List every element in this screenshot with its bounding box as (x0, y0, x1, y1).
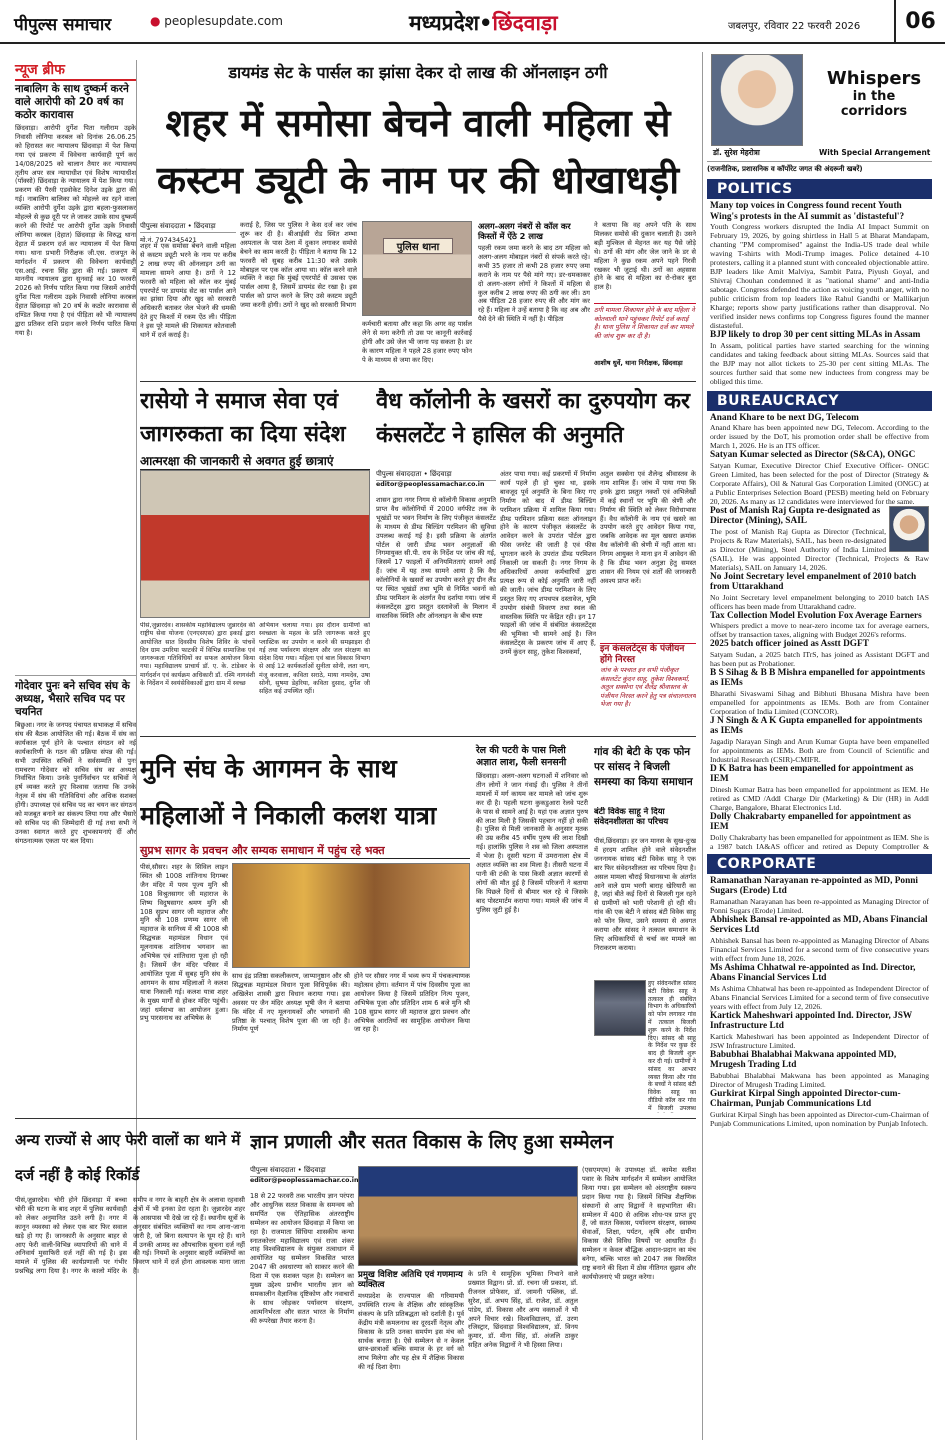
whispers-column (702, 52, 932, 1440)
khasra-email[interactable]: editor@peoplessamachar.co.in (376, 481, 485, 488)
khasra-box-head: इन कंसलटेंट्स के पंजीयन होंगे निरस्त (600, 644, 685, 665)
rail-body: छिंदवाड़ा। अलग-अलग घटनाओं में शनिवार को तीन लोगों ने जान गंवाई दी। पुलिस ने तीनों मामलों में मर्ग कायम कर मामले को जांच शुरू कर दी है। पहली घटना कुकडुआरा रेलवे पटरी के पास से सामने आई है। यहां एक अज्ञात पुरुष की लाश मिली है जिसकी पहचान नहीं हो सकी है। पुलिस से मिली जानकारी के अनुसार मृतक की उम्र करीब 45 वर्षीय पुरुष की लाश दिखी गई। हालांकि पुलिस ने शव को जिला अस्पताल में भेजा है। दूसरी घटना में उमरानाला क्षेत्र में अज्ञात व्यक्ति का शव मिला है। तीसरी घटना में पानी की टंकी के पास किसी अज्ञात कारणों से लोगों की मौत हुई है जिसमें परिजनों ने बताया कि पिछले दिनों से बीमार चल रहे थे जिसके बाद पोस्टमार्टम कराया गया। मामले की जांच में पुलिस जुटी हुई है। (476, 772, 588, 914)
bureaucracy-item (710, 764, 929, 812)
khasra-byline: पीपुल्स संवाददाता • छिंदवाड़ा (376, 470, 496, 481)
bureaucracy-item-body: Jagadip Narayan Singh and Arun Kumar Gupta have been empanelled for appointments as IEMs. Both are from Council of Scientific and Industrial Research (CSIR)-CMIFR. (710, 736, 929, 764)
corporate-item-body: Gurkirat Kirpal Singh has been appointed as Director-cum-Chairman of Punjab Communications Limited, upon nomination by Punjab Infotech. (710, 1109, 929, 1128)
bureaucracy-item-headline[interactable]: Anand Khare to be next DG, Telecom (710, 412, 859, 423)
section-title: मध्यप्रदेश•छिंदवाड़ा (409, 11, 558, 35)
brief-tag: न्यूज ब्रीफ (15, 60, 136, 81)
bureaucracy-item-headline[interactable]: Post of Manish Raj Gupta re-designated as Director (Mining), SAIL (710, 505, 881, 526)
lead-col-5: ने बताया कि वह अपने पति के साथ मिलकर समोसे की दुकान चलाती है। उसने बड़ी मुश्किल से मेहनत कर यह पैसे जोड़े थे। ठगों की मांग और जेल जाने के डर से महिला ने कुछ रकम अपने पहने गिरवी रखकर भी जुटाई थी। ठगों का अहसास होने के बाद से महिला का रो-रोकर बुरा हाल है। (594, 221, 696, 292)
khasra-place: छिंदवाड़ा (430, 470, 452, 478)
khasra-box (600, 643, 696, 732)
bureaucracy-item (710, 812, 929, 851)
brief-headline-2[interactable]: गोदेवार पुनः बने सचिव संघ के अध्यक्ष, भैसारे सचिव पद पर चयनित (15, 675, 136, 719)
sammelan-email[interactable]: editor@peoplessamachar.co.in (250, 1177, 359, 1184)
sansad-headline[interactable]: गांव की बेटी के एक फोन पर सांसद ने बिजली समस्या का किया समाधान (594, 746, 693, 788)
corporate-item-body: Ramanathan Narayanan has been re-appointed as Managing Director of Ponni Sugars (Erode) Limited. (710, 896, 929, 915)
bureaucracy-item-body: Dolly Chakrabarty has been empanelled for appointment as IEM. She is a 1987 batch IA&AS officer and retired as Deputy Comptroller & (710, 832, 929, 851)
muni-subhead: सुप्रभ सागर के प्रवचन और सम्यक समाधान में पहुंच रहे भक्त (140, 843, 470, 859)
website-text: peoplesupdate.com (164, 14, 283, 28)
lead-headline[interactable]: शहर में समोसा बेचने वाली महिला से कस्टम ड्यूटी के नाम पर की धोखाधड़ी (156, 101, 680, 202)
brief-headline-1[interactable]: नाबालिग के साथ दुष्कर्म करने वाले आरोपी को 20 वर्ष का कठोर कारावास (15, 83, 129, 121)
divider (140, 736, 696, 737)
bureaucracy-item-body: Anand Khare has been appointed new DG, Telecom. According to the order issued by the DoT, his promotion order shall be effective from March 1, 2026. He is an ITS officer. (710, 423, 929, 450)
bureaucracy-item (710, 611, 929, 640)
kalash-yatra-photo (232, 863, 470, 968)
lead-col-2: कराई है, जिस पर पुलिस ने केस दर्ज कर जांच शुरू कर दी है। बीआईसी रोड स्थित शम्भा अस्पताल के पास ठेला में दुकान लगाकर समोसे बेचने का काम करती है। पीड़िता ने बताया कि 12 फरवरी को सुबह करीब 11:30 बजे उसके मोबाइल पर एक कॉल आया था। कॉल करने वाले व्यक्ति ने कहा कि मुंबई एयरपोर्ट से उसका एक पार्सल आया है, जिसमें डायमंड सेट रखा है। इस पार्सल को प्राप्त करने के लिए उसे कस्टम ड्यूटी जमा करनी होगी। ठगों ने खुद को सरकारी विभाग (240, 221, 357, 310)
politics-item-headline[interactable]: BJP likely to drop 30 per cent sitting MLAs in Assam (710, 330, 921, 340)
muni-caption: साथ इंद्र प्रतिष्ठा सकलीकरण, जाप्यानुष्ठान और श्री सिद्धचक्र महामंडल विधान पूजा विधिपूर्वक की। अखिलेश शास्त्री द्वारा विधान कराया गया। इस अवसर पर जैन मंदिर अध्यक्ष भूषी जैन ने बताया कि मंदिर में नए मूलनायकों और भगवानों की प्रतिष्ठा के पश्चात् विशेष पूजा की जा रही है। निर्माण पूर्ण (232, 972, 350, 1034)
bureaucracy-item-headline[interactable]: Tax Collection Model Evolution Fox Average Earners (710, 610, 922, 621)
sammelan-stage-photo (358, 1166, 578, 1266)
city-name: छिंदवाड़ा (492, 11, 558, 35)
website-link[interactable] (150, 14, 283, 28)
sammelan-headline[interactable]: ज्ञान प्रणाली और सतत विकास के लिए हुआ सम्मेलन (250, 1131, 614, 1153)
muni-col-3: होने पर सौसर नगर में भव्य रूप में पंचकल्याणक महोत्सव होगा। वर्तमान में पांच दिवसीय पूजा का आयोजन किया है जिसमें प्रतिदिन नित्य पूजन, अभिषेक पूजा और प्रतिदिन शाम 6 बजे मुनि श्री 108 सुप्रभ सागर जी महाराज द्वारा प्रवचन और अभिषेक आरतियों का सामूहिक आयोजन किया जा रहा है। (354, 972, 470, 1034)
politics-item (710, 201, 929, 330)
corporate-item (710, 1050, 929, 1089)
sammelan-reporter: पीपुल्स संवाददाता (250, 1166, 296, 1174)
sansad-col-1: पीसं,छिंदवाड़ा। हर जन मानस के सुख-दुःख में हरदम शामिल होने वाले संवेदनशील जननायक सांसद बंटी विवेक साहू ने एक बार फिर संवेदनशीलता का परिचय दिया है। असल मामला चौराई विधानसभा के अंतर्गत आने वाले ग्राम भरगी बाराह खेरियारी का है, जहां बीते कई दिनों से बिजली गुल रहने से ग्रामीणों को भारी परेशानी हो रही थी। गांव की एक बेटी ने सांसद बंटी विवेक साहू को फोन किया, उसने समस्या से अवगत कराया और सांसद ने तत्काल समाधान के लिए अधिकारियों से चर्चा कर मामले का निराकरण कराया। (594, 837, 696, 952)
lead-col-1: शहर में एक समोसा बेचने वाली महिला से कस्टम ड्यूटी भरने के नाम पर करीब 2 लाख रुपए की ऑनलाइन ठगी का मामला सामने आया है। ठगों ने 12 फरवरी को महिला को कॉल कर मुंबई एयरपोर्ट पर डायमंड सेट का पार्सल आने का झांसा दिया और खुद को सरकारी अधिकारी बताकर जेल भेजने की धमकी देते हुए किश्तों में रकम ऐंठ ली। पीड़िता ने इस पूरे मामले की शिकायत कोतवाली थाने में दर्ज कराई है। (140, 242, 236, 340)
corporate-item-body: Ms Ashima Chhatwal has been re-appointed as Independent Director of Abans Financial Services Limited for a second term of five consecutive years with effect from July 12, 2026. (710, 983, 929, 1011)
khasra-reporter: पीपुल्स संवाददाता (376, 470, 422, 478)
divider (15, 1118, 696, 1119)
corporate-item (710, 915, 929, 963)
corporate-item-headline[interactable]: Babubhai Bhalabhai Makwana appointed MD, Mrugesh Trading Ltd (710, 1049, 897, 1070)
bureaucracy-item-body: The post of Manish Raj Gupta as Director (Technical, Projects & Raw Materials), SAIL, has been re-designated as Director (Mining), Steel Authority of India Limited (SAIL). He was appointed Director (Technical, Projects & Raw Materials), SAIL on January 14, 2026. (710, 526, 929, 572)
lead-col-3: कर्मचारी बताया और कहा कि अगर वह पार्सल लेने से मना करेगी तो उस पर कानूनी कार्रवाई होगी और उसे जेल भी जाना पड़ सकता है। डर के कारण महिला ने पहले 28 हजार रुपए फोन पे के माध्यम से जमा कर दिए। (362, 320, 472, 364)
corporate-item (710, 963, 929, 1011)
politics-items (707, 199, 932, 388)
sammelan-byline: पीपुल्स संवाददाता • छिंदवाड़ा (250, 1166, 354, 1177)
khasra-col-3: अतुल सक्सेना एवं शैलेन्द्र श्रीवास्तव के नाम शामिल हैं। जांच में पाया गया कि इनके द्वारा प्रस्तुत नक्शों एवं अभिलेखों में कई स्थानों पर भूमि की श्रेणी और निर्माण की स्थिति को लेकर विरोधाभास हैं। वैध कॉलोनी के नाम एवं खसरे का उपयोग करते हुए आवेदन किया गया, जबकि आवेदक का मूल खसरा क्रमांक वैध कॉलोनी की श्रेणी में नहीं आता था। निगम आयुक्त ने माना इन में आवेदन की है कि डीम्ड भवन अनुज्ञा हेतु समस्त शासन की नियम एवं शर्तों की जानकारी अवश्य प्राप्त करें। (600, 470, 696, 585)
sansad-subhead: बंटी विवेक साहू ने दिया संवेदनशीलता का परिचय (594, 807, 669, 826)
corporate-item-headline[interactable]: Gurkirat Kirpal Singh appointed Director-cum-Chairman, Punjab Communications Ltd (710, 1088, 901, 1109)
bureaucracy-item (710, 639, 929, 668)
bureaucracy-item (710, 413, 929, 451)
manish-raj-gupta-photo (889, 506, 929, 552)
bureaucracy-item-headline[interactable]: D K Batra has been empanelled for appointment as IEM (710, 763, 914, 784)
corporate-item-body: Abhishek Bansal has been re-appointed as Managing Director of Abans Financial Services Limited for a second term of five consecutive years with effect from June 18, 2026. (710, 935, 929, 963)
page-number: 06 (894, 0, 945, 44)
bureaucracy-item-body: Satyam Sudan, a 2025 batch ITrS, has joined as Assistant DGFT and has been put as Probationer. (710, 649, 929, 668)
corporate-item-headline[interactable]: Ramanathan Narayanan re-appointed as MD, Ponni Sugars (Erode) Ltd (710, 875, 918, 896)
lead-byline: पीपुल्स संवाददाता • छिंदवाड़ा (140, 222, 236, 233)
khasra-headline[interactable]: वैध कॉलोनी के खसरों का दुरुपयोग कर कंसलटेंट ने हासिल की अनुमति (376, 389, 690, 448)
bureaucracy-item (710, 572, 929, 611)
sammelan-place: छिंदवाड़ा (304, 1166, 326, 1174)
lead-reporter: पीपुल्स संवाददाता (140, 222, 186, 230)
sammelan-col-2-subhead: प्रमुख विशिष्ट अतिथि एवं गणमान्य व्यक्तित्व (358, 1270, 463, 1290)
bureaucracy-item-headline[interactable]: B S Sihag & B B Mishra empanelled for appointments as IEMs (710, 667, 925, 688)
bureaucracy-items (707, 411, 932, 851)
politics-item-body: Youth Congress workers disrupted the India AI Impact Summit on February 19, 2026, by going shirtless in Hall 5 at Bharat Mandapam, chanting "PM compromised" against the India-US trade deal while waving T-shirts with Modi-Trump images. Police detained 4-10 protesters, calling it a planned stunt with concealed objectionable attire. BJP leaders like Amit Malviya, Sambit Patra, Piyush Goyal, and Shivraj Chouhan condemned it as "national shame" and anti-India sabotage. Congress defended the action as voicing youth anger, with no public criticism from top leaders like Rahul Gandhi or Mallikarjun Kharge; reports show party justifications rather than disapproval. No verified insider news confirms top Congress figures found the manner distasteful. (710, 222, 929, 330)
globe-icon: ● (150, 14, 165, 28)
politics-section-label: POLITICS (707, 179, 932, 199)
bureaucracy-item-body: Dinesh Kumar Batra has been empanelled for appointment as IEM. He retired as CMD /Addl Charge Dir (Marketing) & Dir (HR) in Addl Charge, Bangalore, Bharat Electronics Ltd. (710, 784, 929, 812)
sammelan-col-3: के प्रति ये सामूहिक भूमिका निभाने वाले प्रख्यात विद्वान। प्रो. डॉ. रचना जी प्रकाश, डॉ. रीजनल प्रोफेसर, डॉ. जामनी पब्लिक, डॉ. सुरेश, डॉ. अभय सिंह, डॉ. राजेश, डॉ. अतुल पांडेय, डॉ. विकास और अन्य वक्ताओं ने भी अपने विचार रखे। विश्वविद्यालय, डॉ. उरण रजिस्ट्रार, छिंदवाड़ा विश्वविद्यालय, डॉ. विनय कुमार, डॉ. मीना सिंह, डॉ. अंजलि ठाकुर सहित अनेक विद्वानों ने भी हिस्सा लिया। (468, 1270, 578, 1350)
sammelan-col-1: 18 से 22 फरवरी तक भारतीय ज्ञान परंपरा और आधुनिक सतत विकास के समन्वय को समर्पित एक ऐतिहासिक अंतरराष्ट्रीय सम्मेलन का आयोजन छिंदवाड़ा में किया जा रहा है। राजमाता सिंधिया शासकीय कन्या स्नातकोत्तर महाविद्यालय एवं राजा शंकर शाह विश्वविद्यालय के संयुक्त तत्वाधान में आयोजित यह सम्मेलन विकसित भारत 2047 की अवधारणा को साकार करने की दिशा में एक सशक्त पहल है। सम्मेलन का मुख्य उद्देश्य प्राचीन भारतीय ज्ञान को समकालीन वैज्ञानिक दृष्टिकोण और नवाचारों के साथ जोड़कर पर्यावरण संरक्षण, आत्मनिर्भरता और सतत भारत के निर्माण की रूपरेखा तैयार करना है। (250, 1192, 354, 1325)
sammelan-col-4: (एसएमएम) के उपाध्यक्ष डॉ. कामेश सतीश पवार के विशेष मार्गदर्शन में सम्मेलन आयोजित किया गया। इस सम्मेलन को अंतराष्ट्रीय स्वरूप प्रदान किया गया है। जिसमें विभिन्न शैक्षणिक संस्थानों से आए विद्वानों ने सहभागिता की। सम्मेलन में 400 से अधिक शोध-पत्र प्राप्त हुए हैं, जो सतत विकास, पर्यावरण संरक्षण, स्वास्थ्य सेवाओं, शिक्षा, पर्यटन, कृषि और ग्रामीण विकास जैसे विविध विषयों पर आधारित हैं। सम्मेलन न केवल बौद्धिक आदान-प्रदान का मंच बनेगा, बल्कि भारत को 2047 तक विकसित राष्ट्र बनाने की दिशा में ठोस नीतिगत सुझाव और कार्ययोजनाएं भी प्रस्तुत करेगा। (582, 1166, 696, 1281)
corporate-section-label: CORPORATE (707, 854, 932, 874)
whispers-tagline: (राजनीतिक, प्रशासनिक व कॉर्पोरेट जगत की अंदरूनी खबरें) (707, 165, 863, 173)
muni-col-1: पीसं,सौसर। शहर के सिविल लाइन स्थित श्री 1008 शांतिनाथ दिगम्बर जैन मंदिर में परम पूज्य मुनि श्री 108 विश्रुतसागर जी महाराज के शिष्य विदुषसागर श्रमण मुनि श्री 108 सुप्रभ सागर जी महाराज और मुनि श्री 108 प्रणम्य सागर जी महाराज के सानिध्य में श्री 1008 श्री सिद्धचक्र महामंडल विधान एवं मूलनायक शांतिनाथ भगवान का अभिषेक एवं शांतिधारा पूजा हो रही है। जिसमें जैन मंदिर परिसर में आयोजित पूजा में सुबह मुनि संघ के आगमन के साथ महिलाओं ने कलश यात्रा निकाली गई। कलश यात्रा शहर के मुख्य मार्गों से होकर मंदिर पहुंची। जहां धर्मसभा का आयोजन हुआ। प्रभु पारसनाथ का अभिषेक के (140, 863, 228, 1023)
nss-group-photo (140, 470, 370, 618)
bureaucracy-item-body: No Joint Secretary level empanelment belonging to 2010 batch IAS officers has been made from Uttarakhand cadre. (710, 592, 929, 611)
corporate-item-body: Babubhai Bhalabhai Makwana has been appointed as Managing Director of Mrugesh Trading Limited. (710, 1070, 929, 1089)
dateline: जबलपुर, रविवार 22 फरवरी 2026 (728, 21, 861, 32)
corporate-items (707, 874, 932, 1174)
pheri-body: पीसं,जुन्नारदेव। चोरी होने छिंदवाड़ा में बच्चा चोरी की घटना के बाद शहर में पुलिस कार्यवाही को लेकर अनुमानित उठने लगी है। नगर में कानून व्यवस्था को लेकर एक बार फिर सवाल खड़े हो गए हैं। जानकारी के अनुसार बाहर से आए फेरी वाली-विभिन्न व्यापारियों की थाने में अनिवार्य मुसाफिरी दर्ज नहीं की गई है। इस मामले में पुलिस की कार्यप्रणाली पर गंभीर प्रश्नचिह्न लगा दिया है। नगर के कालो मंदिर के समीप व नगर के बाहरी क्षेत्र के अलावा रहवासी क्षेत्रों में भी इनका डेरा रहता है। जुन्नारदेव शहर के आसपास भी देखे जा रहे हैं। स्थानीय सूत्रों के अनुसार संबंधित व्यक्तियों का नाम आना-जाना जारी है, जो बिना सत्यापन के घूम रहे हैं। थाने में उनकी आमद का औपचारिक सूचना दर्ज नहीं की गई। नियमों के अनुसार बाहरी व्यक्तियों का विवरण थाने में दर्ज होना आवश्यक माना जाता है। (15, 1196, 245, 1276)
special-arrangement: With Special Arrangement (819, 148, 931, 157)
nss-subhead: आत्मरक्षा की जानकारी से अवगत हुई छात्राएं (140, 452, 370, 470)
whispers-title (819, 68, 929, 119)
lead-kicker: डायमंड सेट के पार्सल का झांसा देकर दो लाख की ऑनलाइन ठगी (228, 63, 608, 82)
bureaucracy-item-headline[interactable]: Dolly Chakrabarty empanelled for appointment as IEM (710, 811, 912, 832)
police-station-photo (362, 221, 472, 316)
pheri-headline[interactable]: अन्य राज्यों से आए फेरी वालों का थाने में दर्ज नहीं है कोई रिकॉर्ड (15, 1131, 241, 1184)
brief-body-2: बिछुआ। नगर के जनपद पंचायत सभाकक्ष में सचिव संघ की बैठक आयोजित की गई। बैठक में संघ का कार्यकाल पूर्ण होने के पश्चात संगठन को नई कार्यकारिणी के गठन की प्रक्रिया संपन्न की गई। सभी उपस्थित सचिवों ने सर्वसम्मति से पुनः रामचरण गोदेवार को सचिव संघ का अध्यक्ष निर्वाचित किया। उनके पुनर्निर्वाचन पर सचिवों ने हर्ष व्यक्त करते हुए विश्वास जताया कि उनके नेतृत्व में संघ की गतिविधियां और अधिक सशक्त होंगी। उपाध्यक्ष एवं सचिव पद का चयन कर संगठन को मजबूत बनाने का संकल्प लिया गया और भैसारे को सचिव पद की जिम्मेदारी दी गई तथा सभी ने उनका स्वागत करते हुए शुभकामनाएं दीं और संगठनात्मक एकता पर बल दिया। (15, 721, 136, 845)
bureaucracy-item-headline[interactable]: 2025 batch officer joined as Asstt DGFT (710, 639, 869, 649)
lead-quote-box (594, 303, 696, 377)
lead-quote-name: आशीष धुर्वे, थाना निरीक्षक, छिंदवाड़ा (594, 359, 683, 367)
state-name: मध्यप्रदेश (409, 11, 480, 35)
bureaucracy-item (710, 668, 929, 716)
lead-quote: ठगी मामला शिकायत होने के बाद महिला ने कोतवाली थाने पहुंचकर रिपोर्ट दर्ज कराई है। थाना पुलिस ने शिकायत दर्ज कर मामले की जांच शुरू कर दी है। (594, 306, 695, 340)
brief-body-1: छिंदवाड़ा। आरोपी दुर्गेश पिता गलीराम उइके निवासी लोनिया करबल को दिनांक 26.06.25 को हिरासत कर न्यायालय छिंदवाड़ा में पेश किया गया एवं प्रकरण में विवेचना कार्यवाही पूर्ण कर 14/08/2025 को चालान तैयार कर न्यायालय तृतीय अपर सत्र न्यायाधीश एवं विशेष न्यायाधीश (पॉक्सो) छिंदवाड़ा के न्यायालय में पेश किया गया। प्रकरण की पैरवी एडवोकेट दिनेश उइके द्वारा की गई। नाबालिग बालिका को मोहल्ले का रहने वाला व्यक्ति आरोपी दुर्गेश उइके द्वारा बहला-फुसलाकर मोहल्ले से कुछ दूरी पर ले जाकर उसके साथ दुष्कर्म करने की रिपोर्ट पर आरोपी दुर्गेश उइके निवासी लोनिया करबल (देहात) छिंदवाड़ा के विरुद्ध थाना देहात में प्रकरण दर्ज कर न्यायालय में पेश किया गया। थाना प्रभारी निरीक्षक जी.एस. राजपूत के मार्गदर्शन में प्रकरण की विवेचना कार्यवाही एस.आई. रचना सिंह द्वारा की गई। प्रकरण में माननीय न्यायालय द्वारा सुनवाई कर 10 फरवरी 2026 को निर्णय पारित किया गया जिसमें आरोपी दुर्गेश पिता गलीराम उइके निवासी लोनिया करबल देहात छिंदवाड़ा को 20 वर्ष के कठोर कारावास से दण्डित किया गया है एवं पीड़िता को भी न्यायालय द्वारा प्रतिकर राशि प्रदान करने निर्णय पारित किया गया है। (15, 124, 136, 337)
corporate-item-body: Kartick Maheshwari has been appointed as Independent Director of JSW Infrastructure Limited. (710, 1031, 929, 1050)
sansad-caption: हुए संवेदनशील सांसद बंटी विवेक साहू ने तत्काल ही संबंधित विभाग के अधिकारियों को फोन लगाकर गांव में तत्काल बिजली शुरू करने के निर्देश दिए। सांसद श्री साहू के निर्देश पर कुछ देर बाद ही बिजली शुरू कर दी गई। ग्रामीणों ने सांसद का आभार व्यक्त किया और गांव के बच्चों ने सांसद बंटी विवेक साहू का वीडियो कॉल कर गांव में बिजली उपलब्ध (648, 980, 696, 1112)
corporate-item (710, 876, 929, 915)
divider (140, 381, 696, 382)
khasra-col-2: अंतर पाया गया। कई प्रकरणों में निर्माण कार्य पहले ही हो चुका था, इसके बावजूद पूर्व अनुमति के बिना किए गए निर्माण को बाद में डीम्ड बिल्डिंग परमिशन प्रक्रिया में शामिल किया गया। डीम्ड परमिशन प्रक्रिया स्वतः ऑनलाइन होने के कारण पंजीकृत कंसलटेंट के आवेदन करने के उपरांत पोर्टल द्वारा फीस जनरेट की जाती है एवं फीस भुगतान करने के उपरांत डीम्ड परमिशन निकाली जा सकती है। नगर निगम के अधिकारियों अथवा कर्मचारियों द्वारा प्रत्यक्ष रूप से कोई अनुमति जारी नहीं की जाती। जांच डीम्ड परमिशन के लिए प्रस्तुत किए गए शपथपत्र दस्तावेज, भूमि उपयोग संबंधी विवरण तथा स्थल की वास्तविक स्थिति पर केंद्रित रही। इन 17 फाइलों की जांच में संबंधित कंसलटेंट्स की भूमिका भी सामने आई है। जिन कंसलटेंट्स के प्रकरण जांच में आए हैं, उनमें कुंदन साहू, तुकेश विश्वकर्मा, (500, 470, 596, 657)
columnist-name: डॉ. सुरेश मेहरोत्रा (713, 148, 760, 157)
khasra-byline-box (376, 470, 496, 488)
lead-place: छिंदवाड़ा (194, 222, 216, 230)
bureaucracy-item-headline[interactable]: Satyan Kumar selected as Director (S&CA), ONGC (710, 450, 916, 460)
corporate-item-headline[interactable]: Kartick Maheshwari appointed Ind. Director, JSW Infrastructure Ltd (710, 1010, 913, 1031)
sansad-phone-photo (594, 980, 646, 1036)
corporate-item (710, 1011, 929, 1050)
bureaucracy-item-headline[interactable]: J N Singh & A K Gupta empanelled for appointments as IEMs (710, 715, 923, 736)
sammelan-col-2: मध्यप्रदेश के राज्यपाल की गरिमामयी उपस्थिति राज्य के शैक्षिक और सांस्कृतिक संकल्प के प्रति प्रतिबद्धता को दर्शाती है। पूर्व केंद्रीय मंत्री कमलनाथ का दूरदर्शी नेतृत्व और विकास के प्रति उनका समर्पण इस मंच को सार्थक बनाता है। ऐसे सम्मेलन से न केवल छात्र-छात्राओं बल्कि समाज के हर वर्ग को लाभ मिलेगा और यह क्षेत्र में शैक्षिक विकास की नई दिशा देगा। (358, 1292, 464, 1372)
bureaucracy-section-label: BUREAUCRACY (707, 391, 932, 411)
whispers-title-line-2: in the corridors (840, 89, 908, 119)
bureaucracy-item-body: Bharathi Sivaswami Sihag and Bibhuti Bhusana Mishra have been empanelled for appointments as IEMs. Both are from Container Corporation of India Limited (CONCOR). (710, 688, 929, 716)
lead-byline-box (140, 222, 236, 244)
muni-headline[interactable]: मुनि संघ के आगमन के साथ महिलाओं ने निकाली कलश यात्रा (140, 754, 437, 830)
bureaucracy-item-headline[interactable]: No Joint Secretary level empanelment of 2010 batch from Uttarakhand (710, 571, 917, 592)
corporate-item-headline[interactable]: Ms Ashima Chhatwal re-appointed as Ind. Director, Abans Financial Services Ltd (710, 962, 916, 983)
bureaucracy-item (710, 716, 929, 764)
corporate-item-headline[interactable]: Abhishek Bansal re-appointed as MD, Abans Financial Services Ltd (710, 914, 928, 935)
whispers-header (707, 52, 932, 162)
bureaucracy-item-body: Whispers predict a move to near-zero income tax for average earners, offset by transaction taxes, aligning with Budget 2026's reforms. (710, 621, 929, 639)
politics-item-headline[interactable]: Many top voices in Congress found recent Youth Wing's protests in the AI summit as 'distasteful'? (710, 201, 905, 222)
corporate-item (710, 1089, 929, 1128)
politics-item (710, 330, 929, 386)
khasra-col-1: शासन द्वारा नगर निगम से कॉलोनी विकास अनुमति प्राप्त वैध कॉलोनियों में 2000 वर्गफीट तक के भूखंडों पर भवन निर्माण के लिए पंजीकृत कंसलटेंट के माध्यम से डीम्ड बिल्डिंग परमिशन की सुविधा उपलब्ध कराई गई है। इसी प्रक्रिया के अंतर्गत पोर्टल से जारी डीम्ड भवन अनुज्ञाओं की निगमायुक्त सी.पी. राय के निर्देश पर जांच की गई, जिसमें 17 फाइलों में अनियमितताएं सामने आई हैं। जांच में यह तथ्य सामने आया है कि वैध कॉलोनियों के खसरों का उपयोग करते हुए ग्रीन लैंड पर स्थित भूखंडों तथा भूमि से निर्मित भवनों को डीम्ड परमिशन के अंतर्गत वैध दर्शाया गया। जांच में कंसलटेंट्स द्वारा प्रस्तुत दस्तावेजों के मिलान में वास्तविक स्थिति और ऑनलाइन के बीच स्पष्ट (376, 496, 496, 620)
rail-headline[interactable]: रेल की पटरी के पास मिली अज्ञात लाश, फैली सनसनी (476, 745, 567, 768)
nss-caption: पीसं,जुन्नारदेव। शासकीय महाविद्यालय जुन्नारदेव की राष्ट्रीय सेवा योजना (एनएसएस) द्वारा इकाई द्वारा आयोजित सात दिवसीय विशेष शिविर के पांचवें दिन ग्राम उमरिया फाटकी में विभिन्न सामाजिक एवं जागरूकता गतिविधियों का सफल आयोजन किया गया। महाविद्यालय प्राचार्य डॉ. ए. के. टांडेकर के मार्गदर्शन एवं कार्यक्रम अधिकारी डॉ. रश्मि नागवंशी के निर्देशन में स्वयंसेविकाओं द्वारा ग्राम में स्वच्छ (140, 622, 255, 688)
nss-headline[interactable]: रासेयो ने समाज सेवा एवं जागरुकता का दिया संदेश (140, 389, 346, 447)
whispers-title-line-1: Whispers (826, 68, 922, 89)
bureaucracy-item (710, 450, 929, 506)
lead-col-4-subhead: अलग-अलग नंबरों से कॉल कर किस्तों में ऐंठे 2 लाख (478, 221, 571, 241)
sammelan-byline-box (250, 1166, 359, 1184)
politics-item-body: In Assam, political parties have started searching for the winning candidates and taking feedback about sitting MLAs. Sources said that the BJP may not allot tickets to 25-30 per cent sitting MLAs. The sources further said that some new inductees from congress may be obliged this time. (710, 340, 929, 386)
bureaucracy-item-body: Satyan Kumar, Executive Director Chief Executive Officer- ONGC Green Limited, has been selected for the post of Director (Strategy & Corporate Affairs), Oil & Natural Gas Corporation Limited (ONGC) at a Public Enterprises Selection Board (PESB) meeting held on February 20, 2026. As many as 12 candidates were interviewed for the same. (710, 460, 929, 506)
lead-phone: मो.नं. 7974345421 (140, 236, 197, 244)
police-station-sign: पुलिस थाना (383, 238, 453, 254)
khasra-box-body: जांच के पश्चात इन सभी पंजीकृत कंसलटेंट कुंदन साहू, तुकेश विश्वकर्मा, अतुल सक्सेना एवं शैलेंद्र श्रीवास्तव के पंजीयन निरस्त करने हेतु पत्र संचालनालय भेजा गया है। (600, 666, 696, 708)
brand-logo[interactable]: पीपुल्स समाचार (14, 15, 112, 35)
nss-col-2: अभियान चलाया गया। इस दौरान ग्रामीणों को स्वच्छता के महत्व के प्रति जागरूक करते हुए प्लास्टिक का उपयोग न करने की समझाइश दी गई तथा पर्यावरण संरक्षण और जल संरक्षण का संदेश दिया गया। महिला एवं बाल विकास विभाग से आई 12 कार्यकर्ताओं सुनीता सोनी, लता नाग, मंजू करवाला, कविता सराठे, माया नामदेव, उषा सोनी, सुषमा डेहरिया, कविता दुसाद, दुर्गेश जी सहित कई उपस्थित रहीं। (259, 622, 370, 696)
lead-col-4: पहली रकम जमा करने के बाद ठग महिला को अलग-अलग मोबाइल नंबरों से संपर्क करते रहे। कभी 35 हजार तो कभी 28 हजार रुपए जमा कराने के नाम पर पैसे मांगे गए। डर-धमकाकर दो अलग-अलग लोगों ने किश्तों में महिला से कुल करीब 2 लाख रुपए की ठगी कर ली। ठग अब पीड़िता 28 हजार रुपए की और मांग कर रहे हैं। महिला ने उन्हें बताया है कि वह अब और पैसे देने की स्थिति में नहीं है। पीड़िता (478, 244, 590, 324)
columnist-photo (711, 54, 803, 146)
masthead (0, 0, 945, 44)
bureaucracy-item (710, 506, 929, 572)
